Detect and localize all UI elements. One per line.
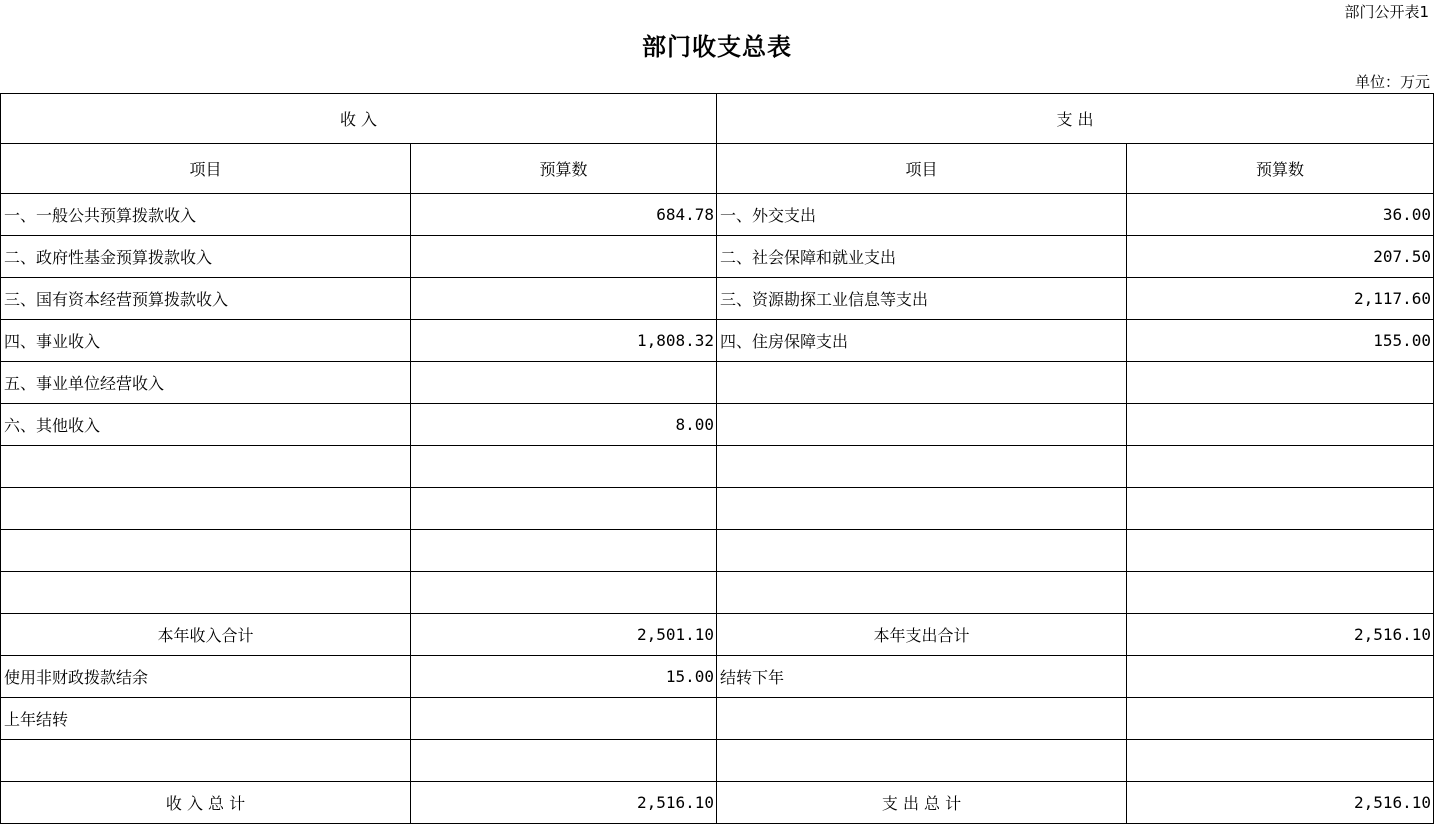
expense-item-header: 项目: [717, 144, 1127, 194]
expense-value-cell: 207.50: [1127, 236, 1434, 278]
income-total-label: 收 入 总 计: [1, 782, 411, 824]
income-value-cell: 15.00: [411, 656, 717, 698]
income-item-cell: [1, 530, 411, 572]
expense-item-cell: [717, 530, 1127, 572]
income-value-cell: [411, 446, 717, 488]
table-row: [1, 656, 1434, 698]
expense-item-cell: 结转下年: [717, 656, 1127, 698]
expense-subtotal-value: 2,516.10: [1127, 614, 1434, 656]
income-value-cell: [411, 278, 717, 320]
table-row: [1, 530, 1434, 572]
income-item-cell: 一、一般公共预算拨款收入: [1, 194, 411, 236]
column-header-row: [1, 144, 1434, 194]
income-item-cell: 六、其他收入: [1, 404, 411, 446]
income-value-cell: [411, 698, 717, 740]
expense-item-cell: 一、外交支出: [717, 194, 1127, 236]
unit-label: 单位：万元: [1354, 73, 1430, 91]
income-value-cell: [411, 572, 717, 614]
table-row: [1, 572, 1434, 614]
income-item-cell: [1, 740, 411, 782]
expense-value-cell: [1127, 362, 1434, 404]
income-value-cell: 684.78: [411, 194, 717, 236]
expense-value-cell: 2,117.60: [1127, 278, 1434, 320]
expense-total-label: 支 出 总 计: [717, 782, 1127, 824]
income-subtotal-label: 本年收入合计: [1, 614, 411, 656]
income-item-cell: 三、国有资本经营预算拨款收入: [1, 278, 411, 320]
income-total-value: 2,516.10: [411, 782, 717, 824]
expense-item-cell: [717, 488, 1127, 530]
table-row: [1, 236, 1434, 278]
expense-total-value: 2,516.10: [1127, 782, 1434, 824]
grand-total-row: [1, 782, 1434, 824]
table-row: [1, 740, 1434, 782]
budget-table: [0, 93, 1434, 824]
section-header-row: [1, 94, 1434, 144]
income-value-cell: [411, 236, 717, 278]
income-item-header: 项目: [1, 144, 411, 194]
expense-item-cell: 二、社会保障和就业支出: [717, 236, 1127, 278]
expense-value-cell: [1127, 488, 1434, 530]
page-title: 部门收支总表: [642, 33, 792, 61]
expense-value-cell: [1127, 572, 1434, 614]
income-value-cell: 1,808.32: [411, 320, 717, 362]
expense-value-cell: [1127, 740, 1434, 782]
table-row: [1, 194, 1434, 236]
income-value-cell: [411, 362, 717, 404]
table-row: [1, 362, 1434, 404]
income-item-cell: 上年结转: [1, 698, 411, 740]
income-subtotal-value: 2,501.10: [411, 614, 717, 656]
table-row: [1, 278, 1434, 320]
income-value-cell: [411, 530, 717, 572]
income-item-cell: 四、事业收入: [1, 320, 411, 362]
income-value-cell: 8.00: [411, 404, 717, 446]
expense-section-header: 支 出: [717, 94, 1434, 144]
table-row: [1, 320, 1434, 362]
expense-item-cell: [717, 572, 1127, 614]
income-item-cell: [1, 572, 411, 614]
expense-item-cell: 三、资源勘探工业信息等支出: [717, 278, 1127, 320]
income-budget-header: 预算数: [411, 144, 717, 194]
expense-value-cell: 36.00: [1127, 194, 1434, 236]
expense-value-cell: [1127, 698, 1434, 740]
income-item-cell: 二、政府性基金预算拨款收入: [1, 236, 411, 278]
income-item-cell: [1, 446, 411, 488]
table-row: [1, 488, 1434, 530]
form-number: 部门公开表1: [1344, 3, 1429, 21]
income-item-cell: 五、事业单位经营收入: [1, 362, 411, 404]
expense-item-cell: [717, 404, 1127, 446]
expense-value-cell: 155.00: [1127, 320, 1434, 362]
expense-value-cell: [1127, 656, 1434, 698]
expense-item-cell: [717, 362, 1127, 404]
expense-item-cell: [717, 740, 1127, 782]
expense-value-cell: [1127, 530, 1434, 572]
expense-item-cell: [717, 698, 1127, 740]
expense-item-cell: [717, 446, 1127, 488]
expense-budget-header: 预算数: [1127, 144, 1434, 194]
income-section-header: 收 入: [1, 94, 717, 144]
expense-subtotal-label: 本年支出合计: [717, 614, 1127, 656]
expense-value-cell: [1127, 404, 1434, 446]
subtotal-row: [1, 614, 1434, 656]
table-row: [1, 446, 1434, 488]
income-value-cell: [411, 740, 717, 782]
income-item-cell: 使用非财政拨款结余: [1, 656, 411, 698]
income-value-cell: [411, 488, 717, 530]
expense-item-cell: 四、住房保障支出: [717, 320, 1127, 362]
income-item-cell: [1, 488, 411, 530]
expense-value-cell: [1127, 446, 1434, 488]
table-row: [1, 698, 1434, 740]
table-row: [1, 404, 1434, 446]
